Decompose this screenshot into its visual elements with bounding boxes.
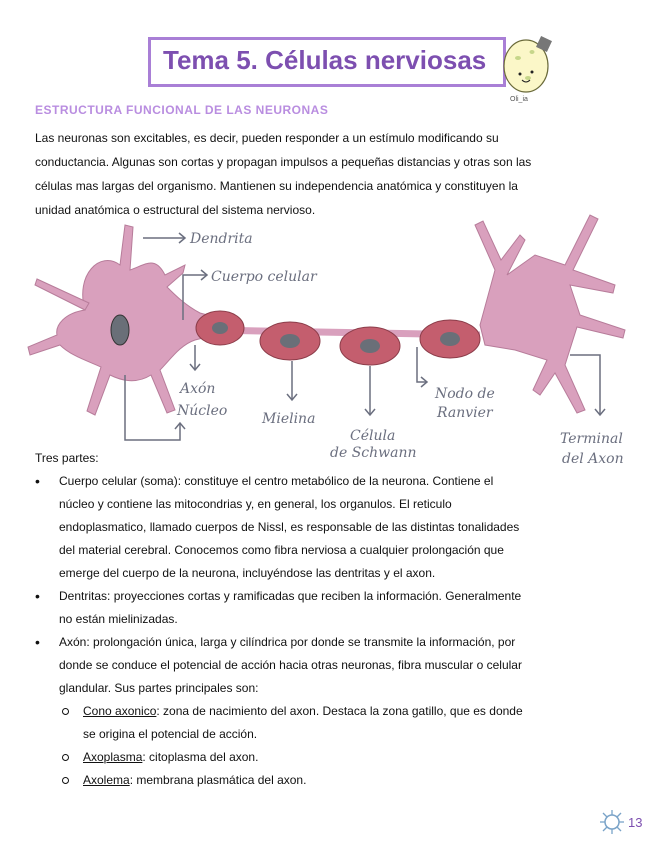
mascot-label: Oli_ia bbox=[510, 96, 528, 103]
myelin-sheaths bbox=[196, 311, 480, 365]
list-item bbox=[35, 585, 625, 631]
list-item bbox=[59, 769, 625, 792]
line: emerge del cuerpo de la neurona, incluyéndose las dentritas y el axon. bbox=[59, 566, 436, 580]
line: : citoplasma del axon. bbox=[142, 750, 259, 764]
list-item bbox=[35, 470, 625, 585]
label-dendrita: Dendrita bbox=[190, 231, 253, 247]
label-axon: Axón bbox=[180, 381, 216, 397]
label-cuerpo: Cuerpo celular bbox=[211, 269, 317, 285]
term: Cuerpo celular (soma) bbox=[59, 474, 178, 488]
line: no están mielinizadas. bbox=[59, 612, 178, 626]
line: endoplasmatico, llamado cuerpos de Nissl, es responsable de las distintas tonalidades bbox=[59, 520, 520, 534]
list-item bbox=[59, 700, 625, 746]
page-number: 13 bbox=[628, 815, 643, 830]
mascot-icon bbox=[498, 30, 558, 96]
neuron-diagram bbox=[25, 195, 645, 470]
tres-partes-label: Tres partes: bbox=[35, 451, 99, 465]
label-schwann: de Schwann bbox=[330, 445, 417, 461]
term: Axolema bbox=[83, 773, 130, 787]
page-title: Tema 5. Células nerviosas bbox=[163, 45, 487, 75]
intro-line: Las neuronas son excitables, es decir, pueden responder a un estímulo modificando su bbox=[35, 131, 499, 145]
label-ranvier: Ranvier bbox=[437, 405, 493, 421]
line: : prolongación única, larga y cilíndrica por donde se transmite la información, por bbox=[86, 635, 516, 649]
line: donde se conduce el potencial de acción hacia otras neuronas, fibra muscular o celular bbox=[59, 658, 522, 672]
line: : membrana plasmática del axon. bbox=[129, 773, 307, 787]
line: : proyecciones cortas y ramificadas que reciben la información. Generalmente bbox=[107, 589, 522, 603]
line: : constituye el centro metabólico de la neurona. Contiene el bbox=[177, 474, 494, 488]
intro-line: células mas largas del organismo. Mantienen su independencia anatómica y constituyen la bbox=[35, 179, 518, 193]
list-item bbox=[35, 631, 625, 792]
intro-line: conductancia. Algunas son cortas y propagan impulsos a pequeñas distancias y otras son las bbox=[35, 155, 532, 169]
axon-parts-list bbox=[59, 700, 625, 792]
label-terminal: Terminal bbox=[560, 431, 623, 447]
section-heading: ESTRUCTURA FUNCIONAL DE LAS NEURONAS bbox=[35, 103, 329, 117]
term: Axoplasma bbox=[83, 750, 143, 764]
parts-list bbox=[35, 470, 625, 792]
axon-terminal bbox=[475, 215, 625, 413]
intro-line: unidad anatómica o estructural del sistema nervioso. bbox=[35, 203, 316, 217]
label-nucleo: Núcleo bbox=[177, 403, 228, 419]
line: núcleo y contiene las mitocondrias y, en general, los organulos. El reticulo bbox=[59, 497, 452, 511]
term: Dentritas bbox=[59, 589, 108, 603]
nucleus bbox=[111, 315, 129, 345]
list-item bbox=[59, 746, 625, 769]
title-box bbox=[148, 37, 506, 87]
label-mielina: Mielina bbox=[262, 411, 316, 427]
line: : zona de nacimiento del axon. Destaca la zona gatillo, que es donde bbox=[156, 704, 523, 718]
label-del-axon: del Axon bbox=[562, 451, 624, 467]
term: Cono axonico bbox=[83, 704, 157, 718]
label-nodo: Nodo de bbox=[435, 386, 495, 402]
line: glandular. Sus partes principales son: bbox=[59, 681, 259, 695]
label-celula: Célula bbox=[350, 428, 396, 444]
term: Axón bbox=[59, 635, 87, 649]
line: se origina el potencial de acción. bbox=[83, 727, 258, 741]
virus-icon bbox=[598, 808, 626, 836]
line: del material cerebral. Conocemos como fibra nerviosa a cualquier prolongación que bbox=[59, 543, 504, 557]
